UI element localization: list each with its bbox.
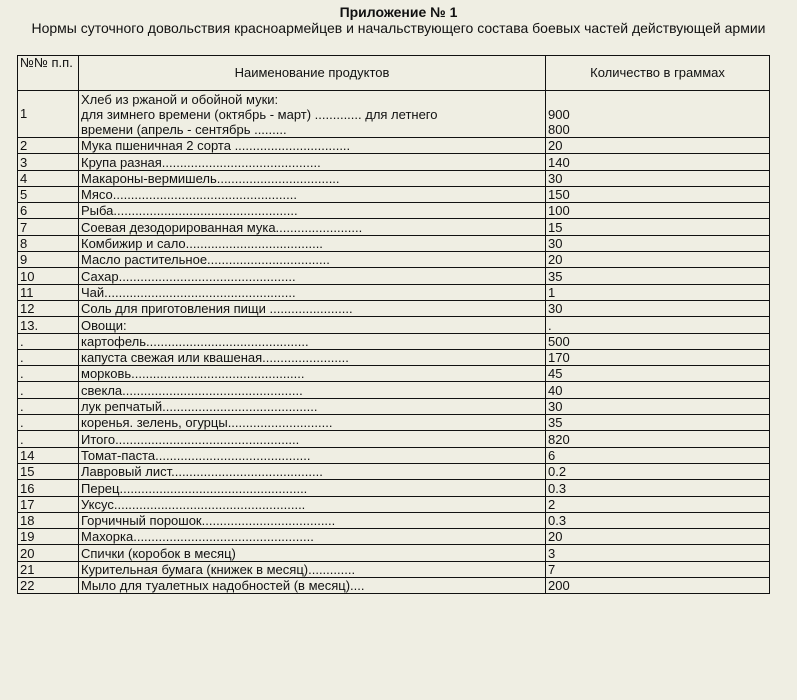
table-row [18,480,770,496]
row-number: 10 [18,268,79,284]
row-number: 13. [18,317,79,333]
row-number: . [18,333,79,349]
row-number: 16 [18,480,79,496]
row-number: 12 [18,300,79,316]
row-quantity: 7 [546,561,770,577]
row-quantity: 200 [546,578,770,594]
row-quantity: 35 [546,415,770,431]
row-quantity: 20 [546,529,770,545]
row-number: . [18,382,79,398]
row-quantity: 0.3 [546,480,770,496]
row-quantity: 1 [546,284,770,300]
table-row [18,268,770,284]
table-row [18,545,770,561]
row-quantity: 140 [546,154,770,170]
row-product-name: Крупа разная............................................ [79,154,546,170]
row-quantity: 150 [546,186,770,202]
row-product-name: морковь................................................ [79,366,546,382]
row-number: 19 [18,529,79,545]
column-header-number: №№ п.п. [18,56,79,91]
table-row [18,170,770,186]
bread-line-2: для зимнего времени (октябрь - март) ............. для летнего [81,107,438,122]
row-quantity: 35 [546,268,770,284]
row-number: 22 [18,578,79,594]
bread-line-3: времени (апрель - сентябрь ......... [81,122,287,137]
table-row [18,561,770,577]
row-quantity: 45 [546,366,770,382]
row-quantity: 3 [546,545,770,561]
row-quantity: 500 [546,333,770,349]
row-number: 9 [18,252,79,268]
row-product-name: Курительная бумага (книжек в месяц)............. [79,561,546,577]
table-row [18,235,770,251]
page-subtitle: Нормы суточного довольствия красноармейцев и начальствующего состава боевых частей действующей армии [31,20,766,36]
table-row [18,300,770,316]
row-quantity: 0.2 [546,463,770,479]
row-product-name: Махорка.................................................. [79,529,546,545]
row-number: 18 [18,512,79,528]
table-row [18,154,770,170]
ration-norms-table [17,55,770,594]
row-quantity: 15 [546,219,770,235]
row-product-name: Спички (коробок в месяц) [79,545,546,561]
row-product-name: Уксус..................................................... [79,496,546,512]
table-row [18,284,770,300]
row-number: 5 [18,186,79,202]
row-quantity: 6 [546,447,770,463]
row-number: 6 [18,203,79,219]
row-quantity: 30 [546,170,770,186]
row-number: 7 [18,219,79,235]
bread-line-1: Хлеб из ржаной и обойной муки: [81,92,279,107]
table-row [18,415,770,431]
table-row [18,349,770,365]
row-number: . [18,349,79,365]
table-row [18,578,770,594]
row-product-name: Итого................................................... [79,431,546,447]
table-row [18,186,770,202]
row-quantity: 170 [546,349,770,365]
row-number: 1 [18,91,79,138]
row-product-name: Горчичный порошок..................................... [79,512,546,528]
row-number: 14 [18,447,79,463]
table-row [18,382,770,398]
row-product-name: Перец.................................................... [79,480,546,496]
row-quantity: 100 [546,203,770,219]
row-number: . [18,431,79,447]
row-number: 21 [18,561,79,577]
row-quantity: 30 [546,300,770,316]
column-header-quantity: Количество в граммах [546,56,770,91]
row-product-name: Макароны-вермишель.................................. [79,170,546,186]
row-quantity: 20 [546,252,770,268]
row-number: 15 [18,463,79,479]
row-number: 2 [18,138,79,154]
table-row [18,366,770,382]
row-product-name: свекла.................................................. [79,382,546,398]
table-row [18,317,770,333]
row-product-name: Масло растительное.................................. [79,252,546,268]
table-row [18,529,770,545]
table-row [18,252,770,268]
row-product-name: Рыба................................................... [79,203,546,219]
row-product-name: лук репчатый........................................... [79,398,546,414]
table-row [18,138,770,154]
row-product-name: Чай..................................................... [79,284,546,300]
row-number: 8 [18,235,79,251]
table-row [18,203,770,219]
row-product-name: Томат-паста........................................... [79,447,546,463]
row-quantity: 30 [546,398,770,414]
row-product-name: Соль для приготовления пищи ....................... [79,300,546,316]
row-product-name: Комбижир и сало...................................... [79,235,546,251]
row-product-name: Сахар................................................. [79,268,546,284]
row-quantity: 820 [546,431,770,447]
row-number: 3 [18,154,79,170]
row-product-name: капуста свежая или квашеная........................ [79,349,546,365]
bread-quantity [546,91,770,138]
table-row [18,219,770,235]
row-number: 4 [18,170,79,186]
row-product-name: Мыло для туалетных надобностей (в месяц).... [79,578,546,594]
row-product-name: Мясо................................................... [79,186,546,202]
page-title: Приложение № 1 [339,4,458,20]
row-product-name: Овощи: [79,317,546,333]
row-quantity: 40 [546,382,770,398]
row-quantity: . [546,317,770,333]
table-row [18,512,770,528]
row-product-name: картофель............................................. [79,333,546,349]
table-row-bread [18,91,770,138]
table-row [18,447,770,463]
row-number: 11 [18,284,79,300]
table-header-row [18,56,770,91]
row-number: 20 [18,545,79,561]
row-number: . [18,366,79,382]
row-number: . [18,398,79,414]
bread-qty-summer: 800 [548,122,570,137]
row-number: 17 [18,496,79,512]
table-row [18,333,770,349]
table-row [18,398,770,414]
row-quantity: 20 [546,138,770,154]
row-quantity: 2 [546,496,770,512]
row-quantity: 30 [546,235,770,251]
row-product-name: Мука пшеничная 2 сорта ................................ [79,138,546,154]
column-header-product: Наименование продуктов [79,56,546,91]
table-row [18,496,770,512]
row-product-name: коренья. зелень, огурцы............................. [79,415,546,431]
table-row [18,431,770,447]
bread-product-name [79,91,546,138]
row-number: . [18,415,79,431]
table-row [18,463,770,479]
row-product-name: Соевая дезодорированная мука........................ [79,219,546,235]
row-quantity: 0.3 [546,512,770,528]
row-product-name: Лавровый лист.......................................... [79,463,546,479]
bread-qty-winter: 900 [548,107,570,122]
